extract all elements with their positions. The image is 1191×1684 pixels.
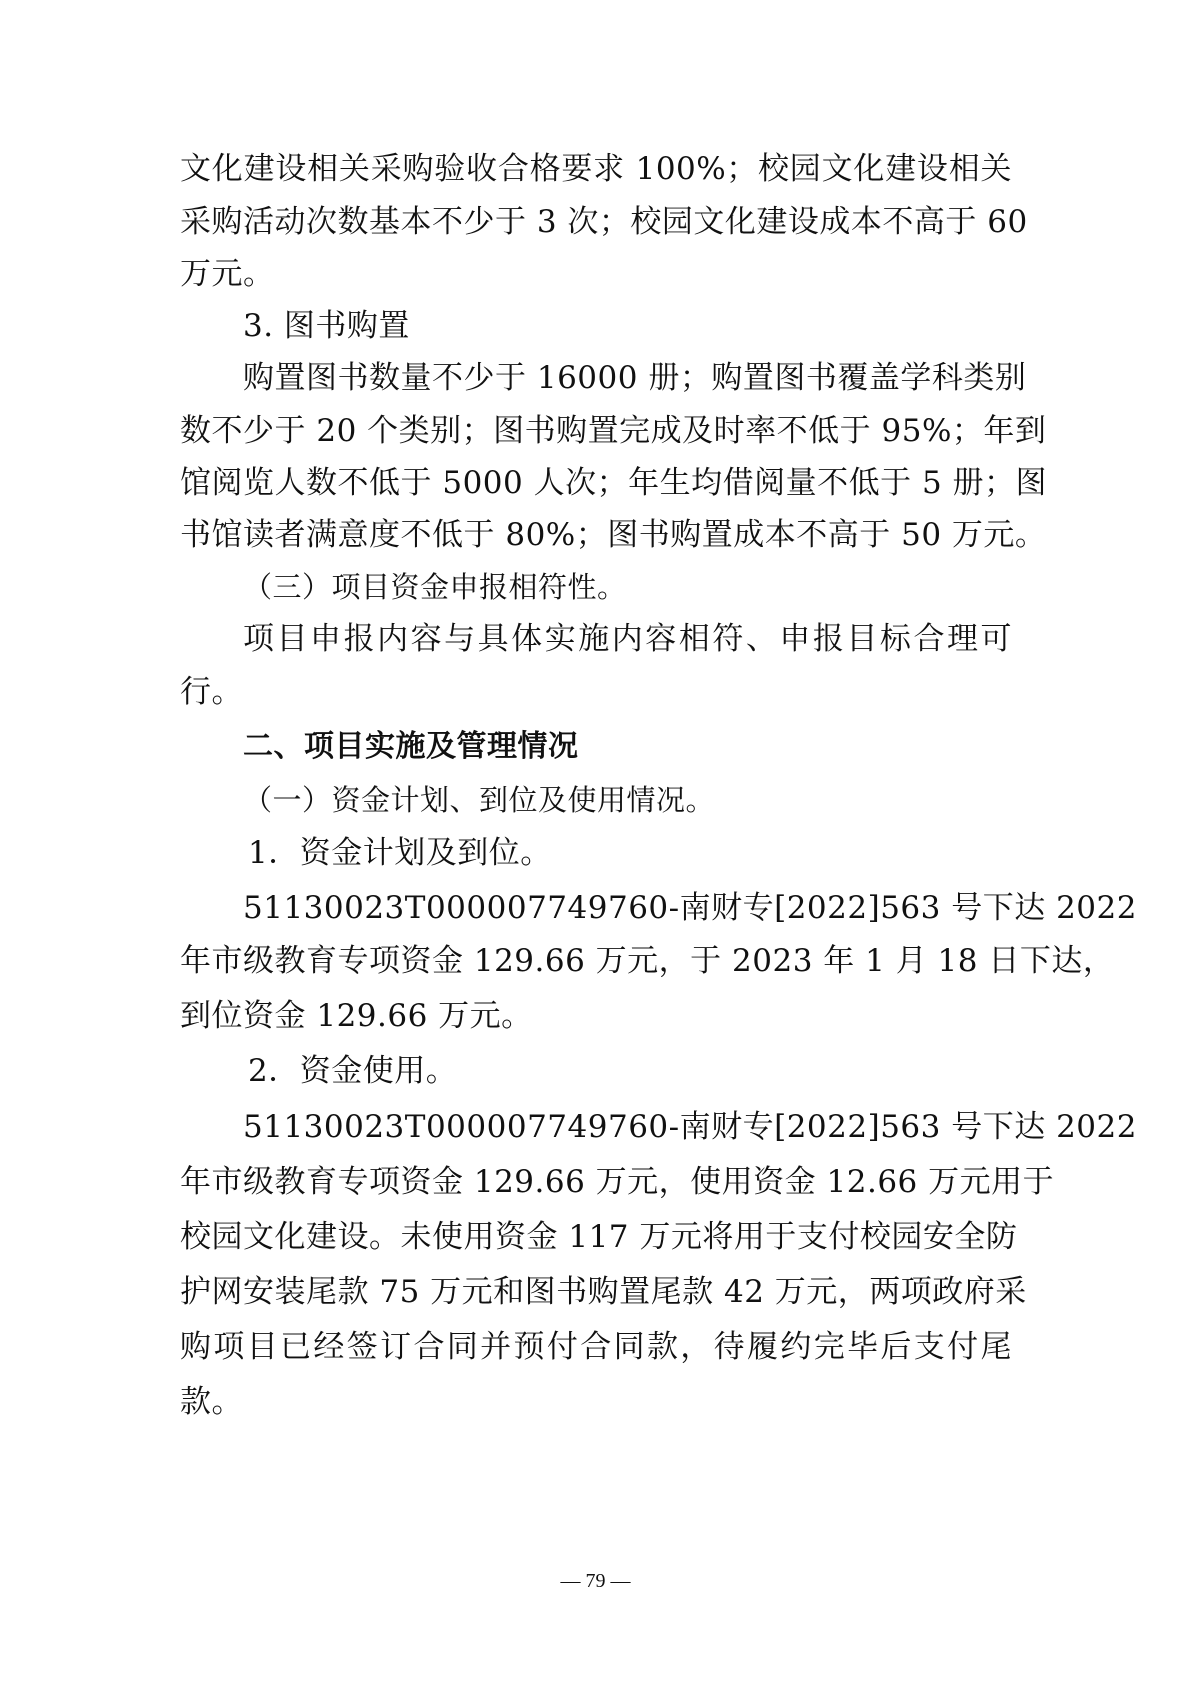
subsection-heading-fund-consistency: （三）项目资金申报相符性。 xyxy=(243,570,627,604)
item-heading-fund-use: 2．资金使用。 xyxy=(248,1053,458,1089)
body-text-line: 51130023T000007749760-南财专[2022]563 号下达 2022 xyxy=(243,890,1137,926)
body-text-line: 文化建设相关采购验收合格要求 100%；校园文化建设相关 xyxy=(180,151,1012,187)
body-text-line: 款。 xyxy=(180,1384,243,1420)
body-text-line: 到位资金 129.66 万元。 xyxy=(180,998,533,1034)
body-text-line: 护网安装尾款 75 万元和图书购置尾款 42 万元，两项政府采 xyxy=(180,1274,1027,1310)
body-text-line: 万元。 xyxy=(180,256,275,292)
body-text-line: 51130023T000007749760-南财专[2022]563 号下达 2022 xyxy=(243,1109,1137,1145)
body-text-line: 馆阅览人数不低于 5000 人次；年生均借阅量不低于 5 册；图 xyxy=(180,465,1048,501)
body-text-line: 数不少于 20 个类别；图书购置完成及时率不低于 95%；年到 xyxy=(180,413,1047,449)
page-number: — 79 — xyxy=(560,1570,631,1592)
body-text-line: 书馆读者满意度不低于 80%；图书购置成本不高于 50 万元。 xyxy=(180,517,1047,553)
body-text-line: 校园文化建设。未使用资金 117 万元将用于支付校园安全防 xyxy=(180,1219,1018,1255)
body-text-line: 年市级教育专项资金 129.66 万元，使用资金 12.66 万元用于 xyxy=(180,1164,1055,1200)
body-text-line: 项目申报内容与具体实施内容相符、申报目标合理可 xyxy=(243,621,1012,657)
section-heading-implementation: 二、项目实施及管理情况 xyxy=(243,729,579,764)
body-text-line: 购项目已经签订合同并预付合同款，待履约完毕后支付尾 xyxy=(180,1329,1012,1365)
body-text-line: 购置图书数量不少于 16000 册；购置图书覆盖学科类别 xyxy=(243,360,1027,396)
subsection-heading-fund-plan: （一）资金计划、到位及使用情况。 xyxy=(243,783,716,817)
body-text-line: 采购活动次数基本不少于 3 次；校园文化建设成本不高于 60 xyxy=(180,204,1028,240)
body-text-line: 行。 xyxy=(180,674,243,710)
item-heading-fund-plan: 1．资金计划及到位。 xyxy=(248,835,552,871)
section-heading-book-purchase: 3. 图书购置 xyxy=(243,308,410,344)
body-text-line: 年市级教育专项资金 129.66 万元，于 2023 年 1 月 18 日下达， xyxy=(180,943,1115,979)
